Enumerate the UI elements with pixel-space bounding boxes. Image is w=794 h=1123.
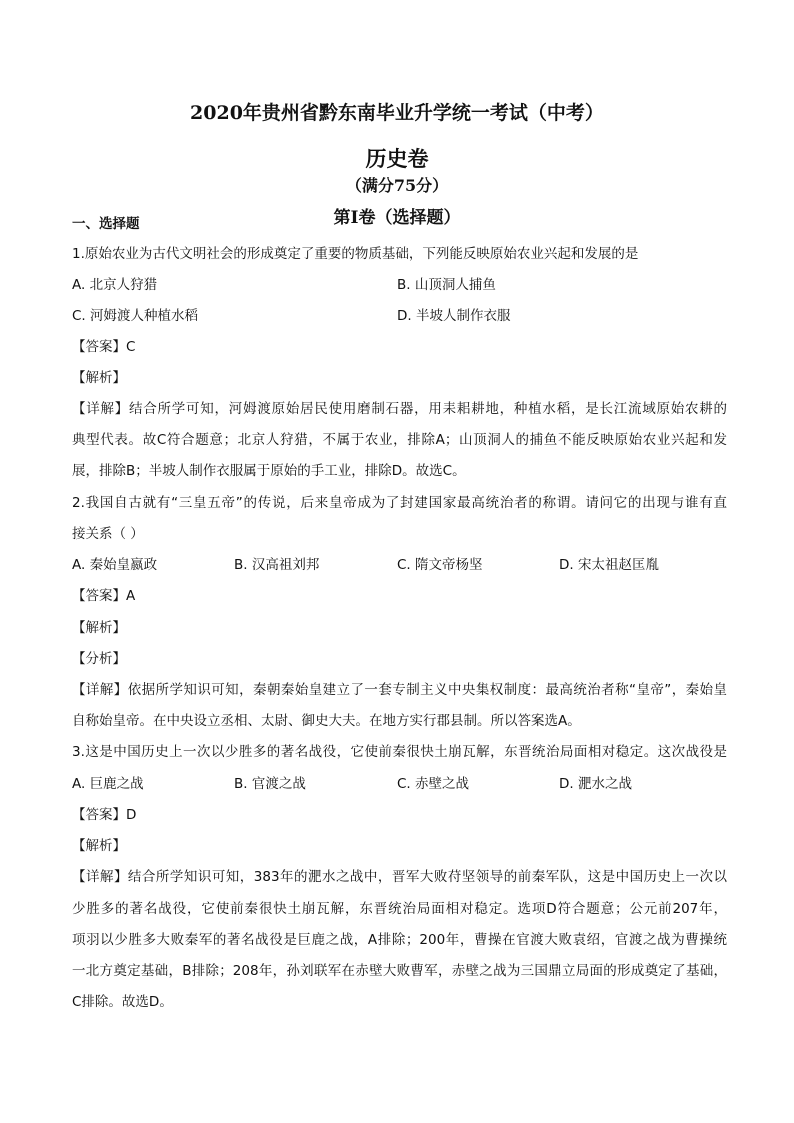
q2-option-b: B. 汉高祖刘邦: [234, 557, 320, 573]
q2-option-a: A. 秦始皇嬴政: [72, 557, 158, 573]
q3-stem: 3.这是中国历史上一次以少胜多的著名战役，它使前秦很快土崩瓦解，东晋统治局面相对稳定。这次战役是: [72, 744, 727, 760]
q1-analysis: 【解析】: [72, 370, 126, 386]
exam-score: （满分75分）: [345, 176, 449, 195]
q3-detail-line: 一北方奠定基础，B排除；208年，孙刘联军在赤壁大败曹军，赤壁之战为三国鼎立局面的形成奠定了基础，: [72, 963, 727, 979]
q2-option-c: C. 隋文帝杨坚: [397, 557, 483, 573]
q2-option-d: D. 宋太祖赵匡胤: [559, 557, 659, 573]
q2-answer: 【答案】A: [72, 588, 136, 604]
section-heading: 一、选择题: [72, 216, 140, 232]
q3-answer: 【答案】D: [72, 807, 137, 823]
q1-option-d: D. 半坡人制作衣服: [397, 308, 511, 324]
q1-detail-line: 典型代表。故C符合题意；北京人狩猎，不属于农业，排除A；山顶洞人的捕鱼不能反映原始农业兴起和发: [72, 432, 727, 448]
q2-stem-line: 2.我国自古就有“三皇五帝”的传说，后来皇帝成为了封建国家最高统治者的称谓。请问它的出现与谁有直: [72, 495, 727, 511]
exam-volume: 第Ⅰ卷（选择题）: [333, 208, 461, 228]
exam-subtitle: 历史卷: [365, 146, 429, 171]
q3-option-d: D. 淝水之战: [559, 776, 632, 792]
q3-option-a: A. 巨鹿之战: [72, 776, 144, 792]
q3-analysis: 【解析】: [72, 838, 126, 854]
q1-answer: 【答案】C: [72, 339, 136, 355]
q1-detail-line: 【详解】结合所学可知，河姆渡原始居民使用磨制石器，用耒耜耕地，种植水稻，是长江流域原始农耕的: [72, 401, 727, 417]
q1-option-b: B. 山顶洞人捕鱼: [397, 277, 496, 293]
q1-option-a: A. 北京人狩猎: [72, 277, 158, 293]
q3-detail-line: C排除。故选D。: [72, 994, 173, 1010]
q2-detail-line: 自称始皇帝。在中央设立丞相、太尉、御史大夫。在地方实行郡县制。所以答案选A。: [72, 713, 581, 729]
q3-detail-line: 项羽以少胜多大败秦军的著名战役是巨鹿之战，A排除；200年，曹操在官渡大败袁绍，官渡之战为曹操统: [72, 932, 727, 948]
q2-detail-line: 【详解】依据所学知识可知，秦朝秦始皇建立了一套专制主义中央集权制度：最高统治者称“皇帝”，秦始皇: [72, 682, 727, 698]
q3-option-b: B. 官渡之战: [234, 776, 306, 792]
q1-option-c: C. 河姆渡人种植水稻: [72, 308, 199, 324]
q3-detail-line: 少胜多的著名战役，它使前秦很快土崩瓦解，东晋统治局面相对稳定。选项D符合题意；公元前207年，: [72, 901, 727, 917]
q1-detail-line: 展，排除B；半坡人制作衣服属于原始的手工业，排除D。故选C。: [72, 463, 466, 479]
q3-detail-line: 【详解】结合所学知识可知，383年的淝水之战中，晋军大败苻坚领导的前秦军队，这是中国历史上一次以: [72, 869, 727, 885]
q2-stem-line: 接关系（ ）: [72, 526, 144, 542]
q2-fenxi: 【分析】: [72, 651, 126, 667]
q1-stem: 1.原始农业为古代文明社会的形成奠定了重要的物质基础，下列能反映原始农业兴起和发展的是: [72, 246, 639, 262]
exam-title: 2020年贵州省黔东南毕业升学统一考试（中考）: [190, 102, 604, 124]
q2-analysis: 【解析】: [72, 620, 126, 636]
q3-option-c: C. 赤壁之战: [397, 776, 470, 792]
